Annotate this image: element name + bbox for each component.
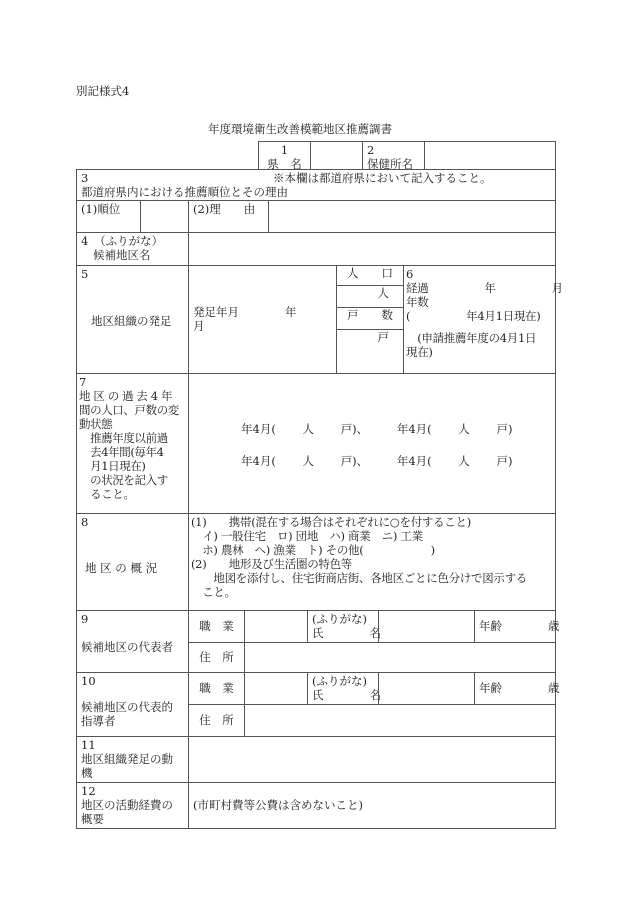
leader-job-label: 職 業 — [188, 672, 245, 705]
rank-input[interactable] — [140, 200, 189, 233]
section-6-elapsed[interactable]: 6 経過 年 月 年数 ( 年4月1日現在) (申請推薦年度の4月1日 現在) — [403, 265, 556, 374]
population-history-input[interactable]: 年4月( 人 戸)、 年4月( 人 戸) 年4月( 人 戸)、 年4月( 人 戸) — [188, 373, 556, 514]
section-4-label: 4 （ふりがな） 候補地区名 — [76, 232, 189, 266]
form-id: 別記様式4 — [76, 84, 130, 98]
name-label: (ふりがな) 氏 名 — [307, 610, 379, 643]
section-12-label: 12 地区の活動経費の 概要 — [76, 782, 189, 829]
form-title: 年度環境衛生改善模範地区推薦調書 — [208, 122, 392, 136]
hc-input[interactable] — [424, 141, 556, 170]
activity-cost-input[interactable]: (市町村費等公費は含めないこと) — [188, 782, 556, 829]
name-input[interactable] — [378, 610, 475, 643]
address-label: 住 所 — [188, 642, 245, 673]
leader-job-input[interactable] — [244, 672, 308, 705]
district-name-input[interactable] — [188, 232, 556, 266]
rank-label: (1)順位 — [76, 200, 141, 233]
address-input[interactable] — [244, 642, 556, 673]
reason-input[interactable] — [268, 200, 556, 233]
motive-input[interactable] — [188, 736, 556, 783]
hc-label-cell: 2 保健所名 — [362, 141, 425, 170]
section-9-label: 9 候補地区の代表者 — [76, 610, 189, 673]
leader-name-label: (ふりがな) 氏 名 — [307, 672, 379, 705]
pref-label-cell: 1 県 名 — [258, 141, 311, 170]
section-11-label: 11 地区組織発足の動 機 — [76, 736, 189, 783]
age-input[interactable]: 年齢 歳 — [474, 610, 556, 643]
section-3-header: 3 ※本欄は都道府県において記入すること。 都道府県内における推薦順位とその理由 — [76, 169, 556, 201]
job-input[interactable] — [244, 610, 308, 643]
section-5-label: 5 地区組織の発足 — [76, 265, 189, 374]
reason-label: (2)理 由 — [188, 200, 269, 233]
section-10-label: 10 候補地区の代表的 指導者 — [76, 672, 189, 737]
section-8-label: 8 地 区 の 概 況 — [76, 513, 189, 611]
section-7-label: 7 地 区 の 過 去 4 年 間の人口、戸数の変 動状態 推薦年度以前過 去4年間(毎年4 月1日現在) の状況を記入す ること。 — [76, 373, 189, 514]
leader-address-input[interactable] — [244, 704, 556, 737]
leader-address-label: 住 所 — [188, 704, 245, 737]
population-input[interactable]: 人 — [337, 286, 403, 308]
pref-input[interactable] — [310, 141, 363, 170]
households-input[interactable]: 戸 — [377, 330, 389, 344]
district-overview-cell[interactable]: (1) 携帯(混在する場合はそれぞれに○を付すること) イ) 一般住宅 ロ) 団地 ハ) 商業 ニ) 工業 ホ) 農林 ヘ) 漁業 ト) その他( ) (2) 地形及び生活圏の特色等 地図を添付し、住宅街商店街、各地区ごとに色分けで図示する こと。 — [188, 513, 556, 611]
leader-name-input[interactable] — [378, 672, 475, 705]
job-label: 職 業 — [188, 610, 245, 643]
population-cells: 人 口 人 戸 数 戸 — [336, 265, 404, 374]
leader-age-input[interactable]: 年齢 歳 — [474, 672, 556, 705]
founded-date-input[interactable]: 発足年月 年 月 — [188, 265, 337, 374]
